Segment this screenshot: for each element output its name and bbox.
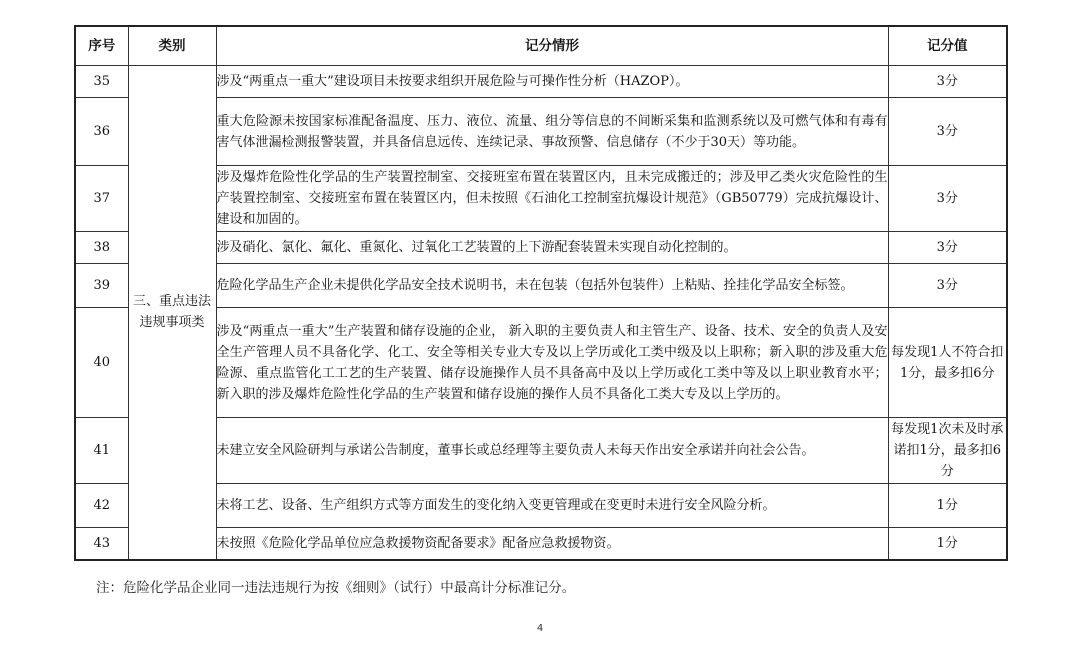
row-description: 未建立安全风险研判与承诺公告制度，董事长或总经理等主要负责人未每天作出安全承诺并向社会公告。 xyxy=(216,418,888,484)
row-number: 36 xyxy=(75,98,128,166)
row-score: 3分 xyxy=(888,166,1007,232)
row-number: 43 xyxy=(75,528,128,560)
row-description: 涉及“两重点一重大”生产装置和储存设施的企业， 新入职的主要负责人和主管生产、设备、技术、安全的负责人及安全生产管理人员不具备化学、化工、安全等相关专业大专及以上学历或化工类中级及以上职称；新入职的涉及重大危险源、重点监管化工工艺的生产装置、储存设施操作人员不具备高中及以上学历或化工类中等及以上职业教育水平；新入职的涉及爆炸危险性化学品的生产装置和储存设施的操作人员不具备化工类大专及以上学历的。 xyxy=(216,308,888,418)
header-situation: 记分情形 xyxy=(216,26,888,66)
header-score: 记分值 xyxy=(888,26,1007,66)
footnote: 注：危险化学品企业同一违法违规行为按《细则》（试行）中最高计分标准记分。 xyxy=(96,580,576,596)
row-number: 41 xyxy=(75,418,128,484)
row-number: 39 xyxy=(75,264,128,308)
row-description: 涉及硝化、氯化、氟化、重氮化、过氧化工艺装置的上下游配套装置未实现自动化控制的。 xyxy=(216,232,888,264)
row-score: 3分 xyxy=(888,98,1007,166)
table-row xyxy=(75,66,1007,98)
row-description: 未按照《危险化学品单位应急救援物资配备要求》配备应急救援物资。 xyxy=(216,528,888,560)
scoring-table xyxy=(74,25,1008,561)
row-number: 38 xyxy=(75,232,128,264)
table-header-row xyxy=(75,26,1007,66)
page-number: 4 xyxy=(536,623,544,634)
row-number: 37 xyxy=(75,166,128,232)
row-description: 涉及“两重点一重大”建设项目未按要求组织开展危险与可操作性分析（HAZOP）。 xyxy=(216,66,888,98)
header-category: 类别 xyxy=(128,26,216,66)
row-score: 每发现1次未及时承诺扣1分，最多扣6分 xyxy=(888,418,1007,484)
row-score: 3分 xyxy=(888,232,1007,264)
row-score: 1分 xyxy=(888,484,1007,528)
row-description: 涉及爆炸危险性化学品的生产装置控制室、交接班室布置在装置区内，且未完成搬迁的；涉及甲乙类火灾危险性的生产装置控制室、交接班室布置在装置区内，但未按照《石油化工控制室抗爆设计规范》（GB50779）完成抗爆设计、建设和加固的。 xyxy=(216,166,888,232)
row-score: 3分 xyxy=(888,264,1007,308)
row-description: 重大危险源未按国家标准配备温度、压力、液位、流量、组分等信息的不间断采集和监测系统以及可燃气体和有毒有害气体泄漏检测报警装置，并具备信息远传、连续记录、事故预警、信息储存（不少于30天）等功能。 xyxy=(216,98,888,166)
row-description: 危险化学品生产企业未提供化学品安全技术说明书，未在包装（包括外包装件）上粘贴、拴挂化学品安全标签。 xyxy=(216,264,888,308)
row-number: 40 xyxy=(75,308,128,418)
row-number: 35 xyxy=(75,66,128,98)
row-score: 1分 xyxy=(888,528,1007,560)
row-number: 42 xyxy=(75,484,128,528)
row-score: 每发现1人不符合扣1分，最多扣6分 xyxy=(888,308,1007,418)
header-no: 序号 xyxy=(75,26,128,66)
row-description: 未将工艺、设备、生产组织方式等方面发生的变化纳入变更管理或在变更时未进行安全风险分析。 xyxy=(216,484,888,528)
category-cell: 三、重点违法违规事项类 xyxy=(128,66,216,560)
row-score: 3分 xyxy=(888,66,1007,98)
